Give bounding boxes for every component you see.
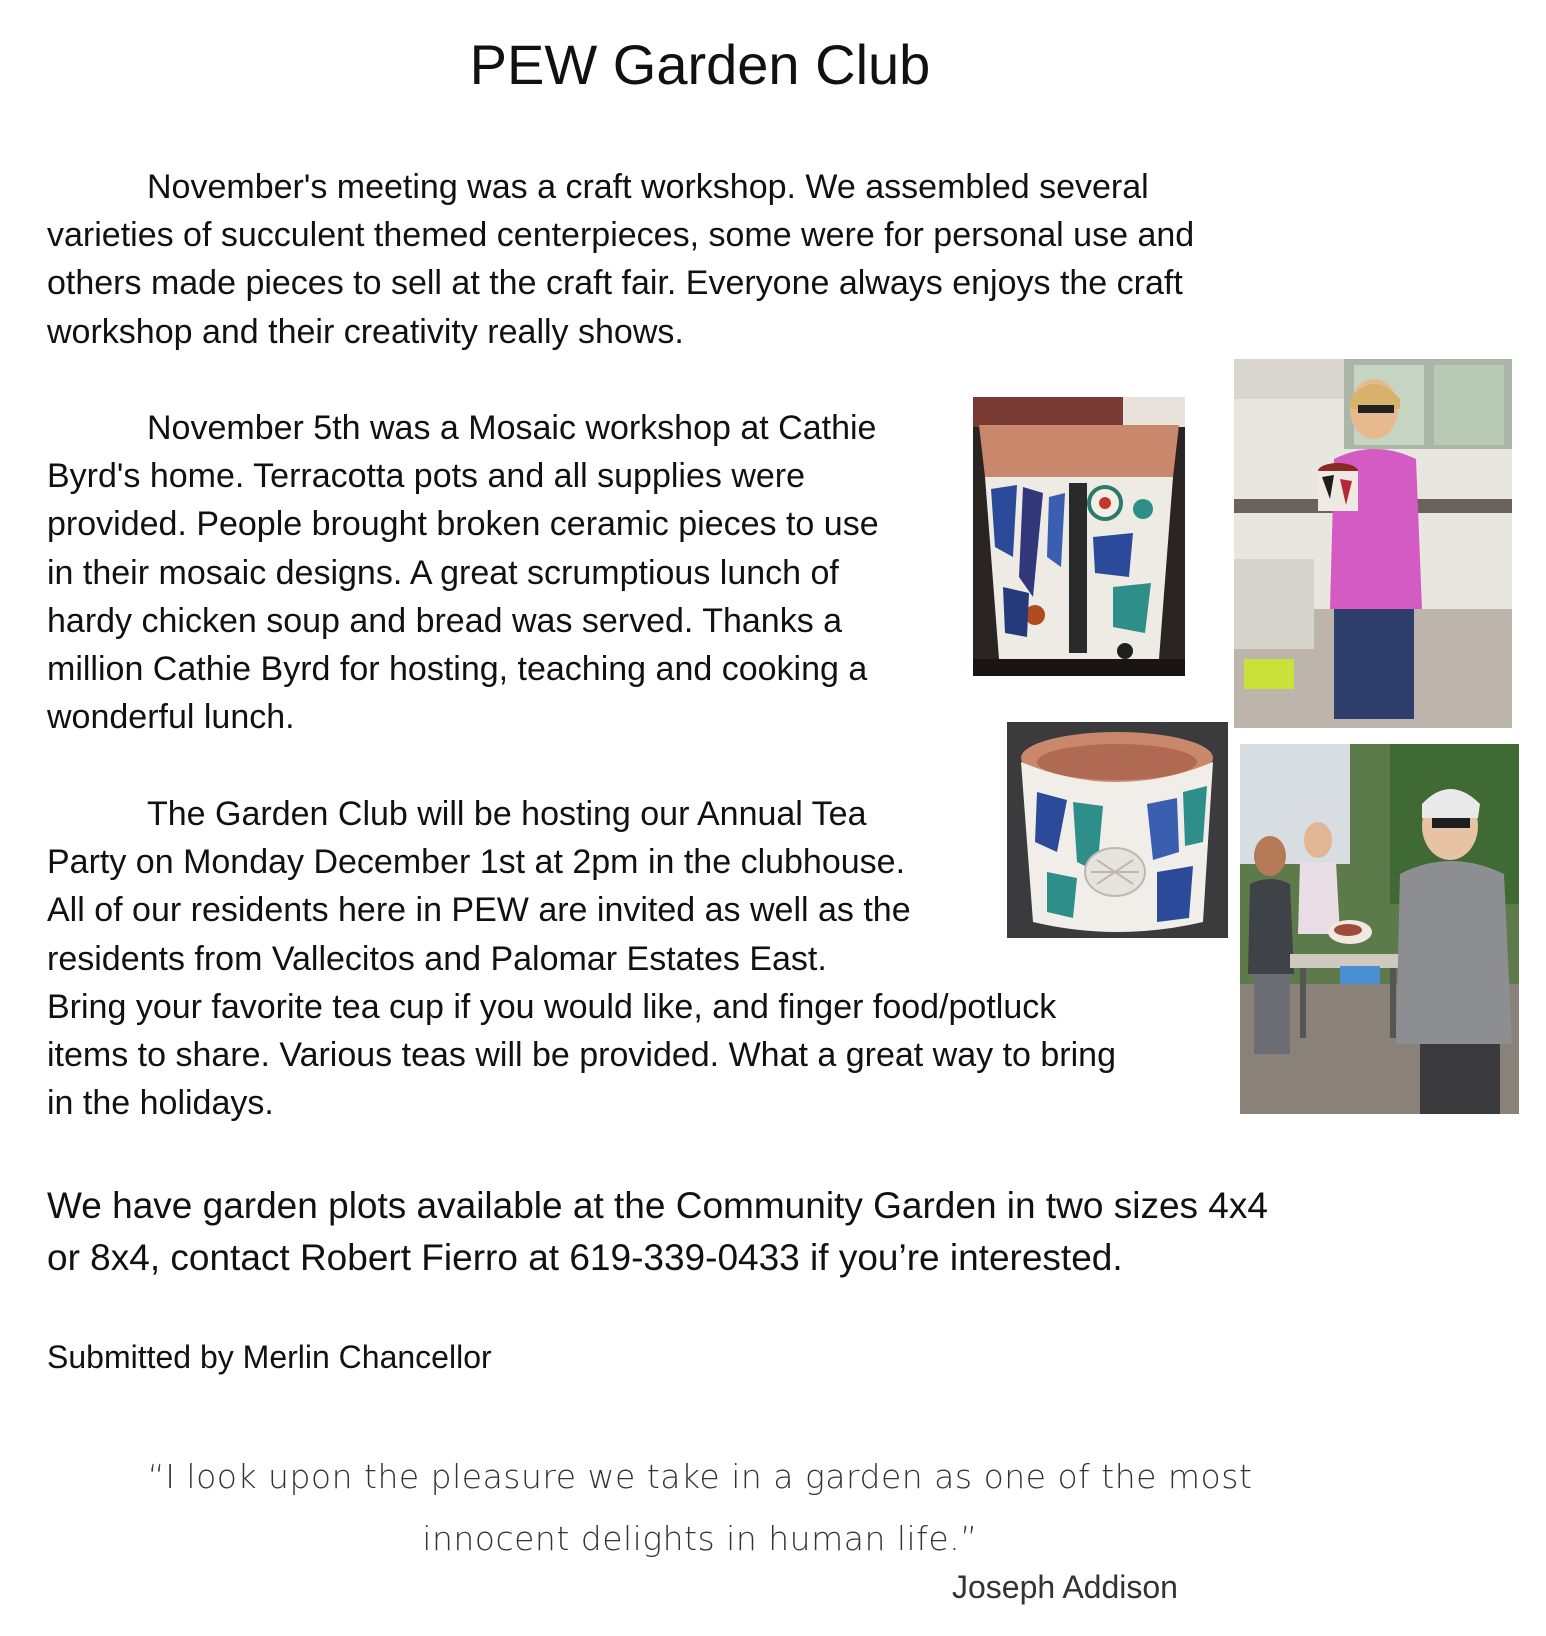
photo-mosaic-pot-blue (973, 397, 1185, 676)
text-line: November's meeting was a craft workshop. We assembled several (147, 168, 1149, 206)
text-line: provided. People brought broken ceramic pieces to use (47, 505, 879, 544)
photo-group-workshop (1240, 744, 1519, 1114)
text-line: The Garden Club will be hosting our Annual Tea (147, 795, 867, 833)
text-line: or 8x4, contact Robert Fierro at 619-339-0433 if you’re interested. (47, 1237, 1123, 1278)
paragraph-craft-workshop (47, 163, 1307, 356)
text-line: All of our residents here in PEW are invited as well as the (47, 891, 911, 930)
text-line: in their mosaic designs. A great scrumptious lunch of (47, 553, 839, 592)
text-line: items to share. Various teas will be provided. What a great way to bring (47, 1036, 1116, 1075)
text-line: wonderful lunch. (47, 698, 295, 737)
quote (0, 1446, 1400, 1570)
text-line: Byrd's home. Terracotta pots and all supplies were (47, 457, 806, 496)
text-line: workshop and their creativity really shows. (47, 312, 684, 351)
text-line: others made pieces to sell at the craft fair. Everyone always enjoys the craft (47, 264, 1183, 303)
text-line: in the holidays. (47, 1084, 274, 1123)
text-line: We have garden plots available at the Community Garden in two sizes 4x4 (47, 1185, 1268, 1226)
text-line: million Cathie Byrd for hosting, teaching and cooking a (47, 650, 868, 689)
page-title: PEW Garden Club (469, 33, 931, 96)
quote-author: Joseph Addison (952, 1569, 1178, 1605)
photo-mosaic-pot-shell (1007, 722, 1228, 938)
text-line: Bring your favorite tea cup if you would like, and finger food/potluck (47, 987, 1057, 1026)
paragraph-mosaic-workshop (47, 404, 967, 741)
text-line: hardy chicken soup and bread was served. Thanks a (47, 601, 843, 640)
submitted-by: Submitted by Merlin Chancellor (47, 1339, 492, 1375)
quote-line: “I look upon the pleasure we take in a garden as one of the most (147, 1457, 1253, 1496)
text-line: November 5th was a Mosaic workshop at Cathie (147, 409, 877, 447)
text-line: residents from Vallecitos and Palomar Estates East. (47, 939, 827, 978)
paragraph-garden-plots (47, 1180, 1447, 1284)
quote-line: innocent delights in human life.” (422, 1519, 978, 1558)
text-line: varieties of succulent themed centerpieces, some were for personal use and (47, 216, 1195, 255)
photo-woman-with-pot (1234, 359, 1512, 728)
text-line: Party on Monday December 1st at 2pm in the clubhouse. (47, 843, 906, 882)
